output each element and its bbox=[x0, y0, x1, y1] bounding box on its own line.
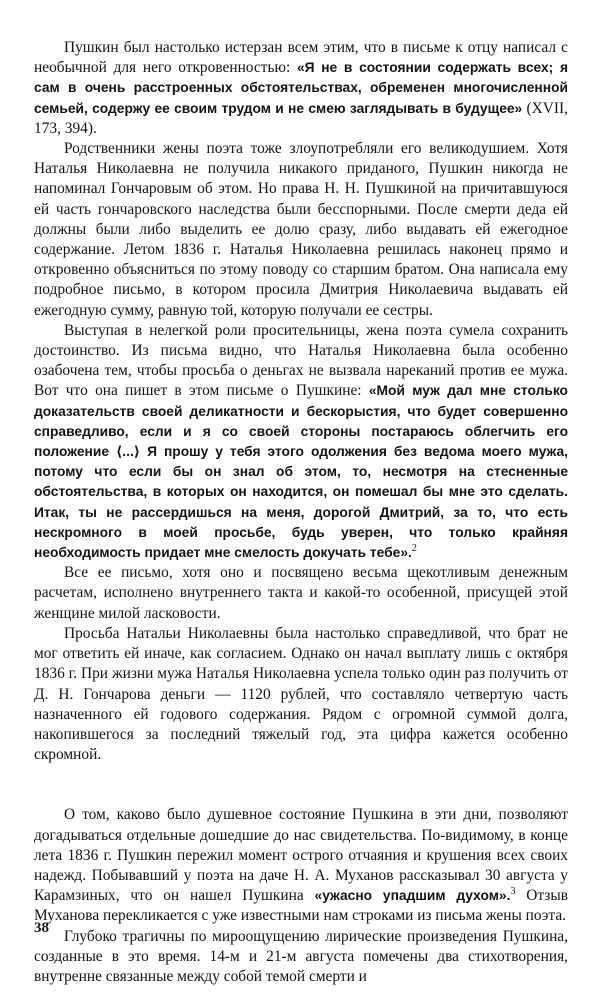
footnote-marker-3: 3 bbox=[510, 886, 516, 897]
paragraph-5: Просьба Натальи Николаевны была настолько справедливой, что брат не мог ответить ей иначе, как согласием. Однако он начал выплату лишь с октября 1836 г. При жизни мужа Наталья Николаевна успела только один раз получить от Д. Н. Гончарова деньги — 1120 рублей, что составляло четвертую часть назначенного ей годового содержания. Рядом с огромной суммой долга, накопившегося за последний тяжелый год, эта цифра кажется особенно скромной. bbox=[34, 624, 568, 764]
paragraph-3-quote: «Мой муж дал мне столько доказательств своей деликатности и бескорыстия, что будет совершенно справедливо, если и я со своей стороны постараюсь облегчить его положение ⟨...⟩ Я прошу у тебя этого одолжения без ведома моего мужа, потому что если бы он знал об этом, то, несмотря на стесненные обстоятельства, в которых он находится, он помешал бы мне это сделать. Итак, ты не рассердишься на меня, дорогой Дмитрий, за то, что есть нескромного в моей просьбе, будь уверен, что только крайняя необходимость придает мне смелость докучать тебе». bbox=[34, 383, 568, 561]
paragraph-1-text: Пушкин был настолько истерзан всем этим, что в письме к отцу написал с необычной для него откровенностью: bbox=[34, 39, 568, 77]
paragraph-2: Родственники жены поэта тоже злоупотребляли его великодушием. Хотя Наталья Николаевна не получила никакого приданого, Пушкин никогда не напоминал Гончаровым об этом. Но права Н. Н. Пушкиной на причитавшуюся ей часть гончаровского наследства были бесспорными. После смерти деда ей должны были либо выделить ее долю сразу, либо выдавать ей ежегодное содержание. Летом 1836 г. Наталья Николаевна решилась наконец прямо и откровенно объясниться по этому поводу со старшим братом. Она написала ему подробное письмо, в котором просила Дмитрия Николаевича выдавать ей ежегодную сумму, равную той, которую получали ее сестры. bbox=[34, 140, 568, 319]
paragraph-1-quote: «Я не в состоянии содержать всех; я сам в очень расстроенных обстоятельствах, обременен многочисленной семьей, содержу ее своим трудом и не смею заглядывать в будущее» bbox=[34, 60, 568, 116]
paragraph-1 bbox=[34, 38, 568, 139]
paragraph-6-text: О том, каково было душевное состояние Пушкина в эти дни, позволяют догадываться отдельные дошедшие до нас свидетельства. По-видимому, в конце лета 1836 г. Пушкин пережил момент острого отчаяния и крушения всех своих надежд. Побывавший у поэта на даче Н. А. Муханов рассказывал 30 августа у Карамзиных, что он нашел Пушкина bbox=[34, 806, 568, 905]
footnote-marker-2: 2 bbox=[411, 542, 417, 554]
paragraph-1-reference: (XVII, 173, 394). bbox=[34, 99, 568, 137]
paragraph-4: Все ее письмо, хотя оно и посвящено весьма щекотливым денежным расчетам, исполнено внутреннего такта и какой-то особенной, присущей этой женщине милой ласковости. bbox=[34, 564, 568, 622]
paragraph-3 bbox=[34, 321, 568, 563]
paragraph-6-text-end: Отзыв Муханова перекликается с уже известными нам строками из письма жены поэта. bbox=[34, 887, 568, 925]
paragraph-6 bbox=[34, 805, 568, 926]
section-break bbox=[34, 765, 568, 805]
paragraph-7: Глубоко трагичны по мироощущению лирические произведения Пушкина, созданные в это время. 14-м и 21-м августа помечены два стихотворения, внутренне связанные между собой темой смерти и bbox=[34, 927, 568, 985]
page-number: 38 bbox=[34, 920, 49, 936]
paragraph-6-quote: «ужасно упадшим духом». bbox=[314, 888, 511, 904]
page-body bbox=[34, 38, 568, 987]
paragraph-3-text: Выступая в нелегкой роли просительницы, жена поэта сумела сохранить достоинство. Из письма видно, что Наталья Николаевна была особенно озабочена тем, чтобы просьба о деньгах не вызвала нареканий против ее мужа. Вот что она пишет в этом письме о Пушкине: bbox=[34, 321, 568, 400]
